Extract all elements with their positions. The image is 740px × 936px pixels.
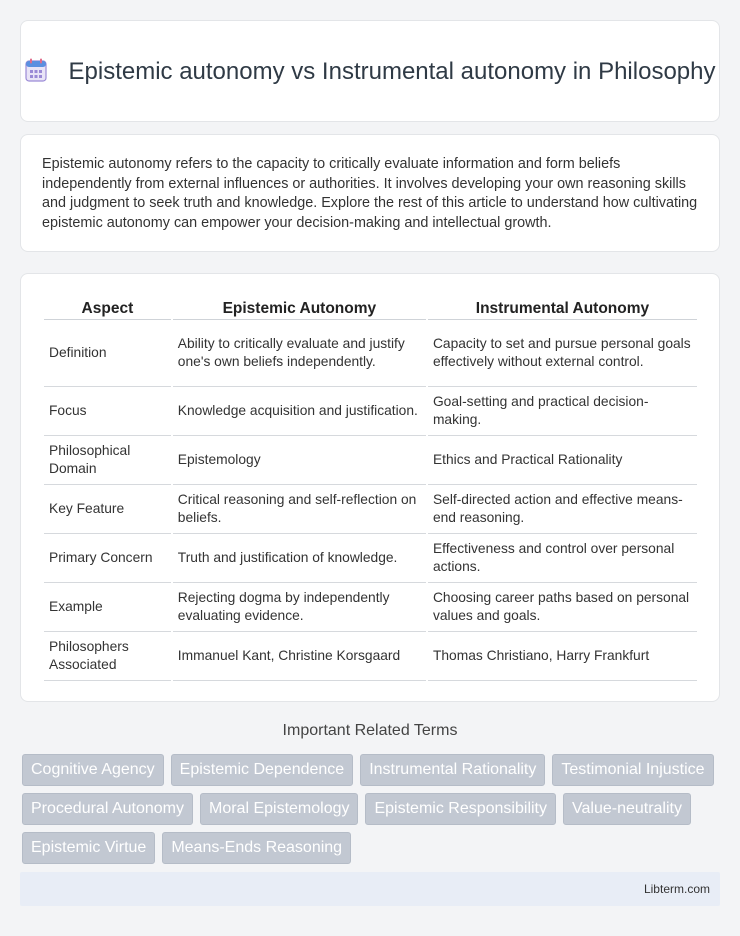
comparison-table-card	[20, 273, 720, 702]
table-cell-aspect: Definition	[44, 320, 171, 387]
table-cell-instrumental: Choosing career paths based on personal values and goals.	[428, 583, 697, 632]
table-cell-aspect: Key Feature	[44, 485, 171, 534]
table-cell-instrumental: Goal-setting and practical decision-making.	[428, 387, 697, 436]
related-terms-heading: Important Related Terms	[282, 722, 458, 739]
table-row	[44, 534, 697, 583]
table-cell-aspect: Example	[44, 583, 171, 632]
related-term-tag[interactable]: Epistemic Responsibility	[365, 793, 556, 825]
table-cell-instrumental: Ethics and Practical Rationality	[428, 436, 697, 485]
table-cell-aspect: Primary Concern	[44, 534, 171, 583]
table-cell-epistemic: Rejecting dogma by independently evaluating evidence.	[173, 583, 426, 632]
related-terms-list	[22, 754, 722, 864]
title-card	[20, 20, 720, 122]
table-cell-epistemic: Epistemology	[173, 436, 426, 485]
table-cell-aspect: Focus	[44, 387, 171, 436]
table-cell-epistemic: Immanuel Kant, Christine Korsgaard	[173, 632, 426, 681]
footer-site-link[interactable]: Libterm.com	[643, 882, 710, 896]
table-row	[44, 583, 697, 632]
related-term-tag[interactable]: Instrumental Rationality	[360, 754, 545, 786]
header-instrumental: Instrumental Autonomy	[428, 294, 697, 320]
table-cell-aspect: Philosophical Domain	[44, 436, 171, 485]
header-aspect: Aspect	[44, 294, 171, 320]
table-cell-instrumental: Thomas Christiano, Harry Frankfurt	[428, 632, 697, 681]
page-title-text: Epistemic autonomy vs Instrumental autonomy in Philosophy	[68, 57, 716, 85]
table-cell-epistemic: Critical reasoning and self-reflection on beliefs.	[173, 485, 426, 534]
table-cell-epistemic: Knowledge acquisition and justification.	[173, 387, 426, 436]
comparison-table	[42, 294, 699, 681]
table-row	[44, 632, 697, 681]
table-cell-aspect: Philosophers Associated	[44, 632, 171, 681]
table-header-row	[44, 294, 697, 320]
header-epistemic: Epistemic Autonomy	[173, 294, 426, 320]
related-term-tag[interactable]: Means-Ends Reasoning	[162, 832, 351, 864]
related-term-tag[interactable]: Value-neutrality	[563, 793, 691, 825]
related-term-tag[interactable]: Epistemic Dependence	[171, 754, 354, 786]
table-cell-instrumental: Effectiveness and control over personal actions.	[428, 534, 697, 583]
title-wrap	[21, 21, 719, 121]
table-row	[44, 387, 697, 436]
related-term-tag[interactable]: Cognitive Agency	[22, 754, 164, 786]
footer-bar	[20, 872, 720, 906]
table-row	[44, 320, 697, 387]
table-cell-instrumental: Capacity to set and pursue personal goals effectively without external control.	[428, 320, 697, 387]
related-term-tag[interactable]: Testimonial Injustice	[552, 754, 713, 786]
related-term-tag[interactable]: Procedural Autonomy	[22, 793, 193, 825]
table-row	[44, 436, 697, 485]
table-cell-epistemic: Ability to critically evaluate and justify one's own beliefs independently.	[173, 320, 426, 387]
table-row	[44, 485, 697, 534]
calendar-icon	[25, 58, 47, 82]
related-term-tag[interactable]: Moral Epistemology	[200, 793, 359, 825]
intro-paragraph: Epistemic autonomy refers to the capacity to critically evaluate information and form beliefs independently from external influences or authorities. It involves developing your own reasoning skills and judgment to seek truth and knowledge. Explore the rest of this article to understand how cultivating epistemic autonomy can empower your decision-making and intellectual growth.	[42, 156, 698, 231]
table-cell-instrumental: Self-directed action and effective means-end reasoning.	[428, 485, 697, 534]
related-term-tag[interactable]: Epistemic Virtue	[22, 832, 155, 864]
page-title	[25, 55, 716, 88]
intro-card	[20, 134, 720, 252]
table-cell-epistemic: Truth and justification of knowledge.	[173, 534, 426, 583]
